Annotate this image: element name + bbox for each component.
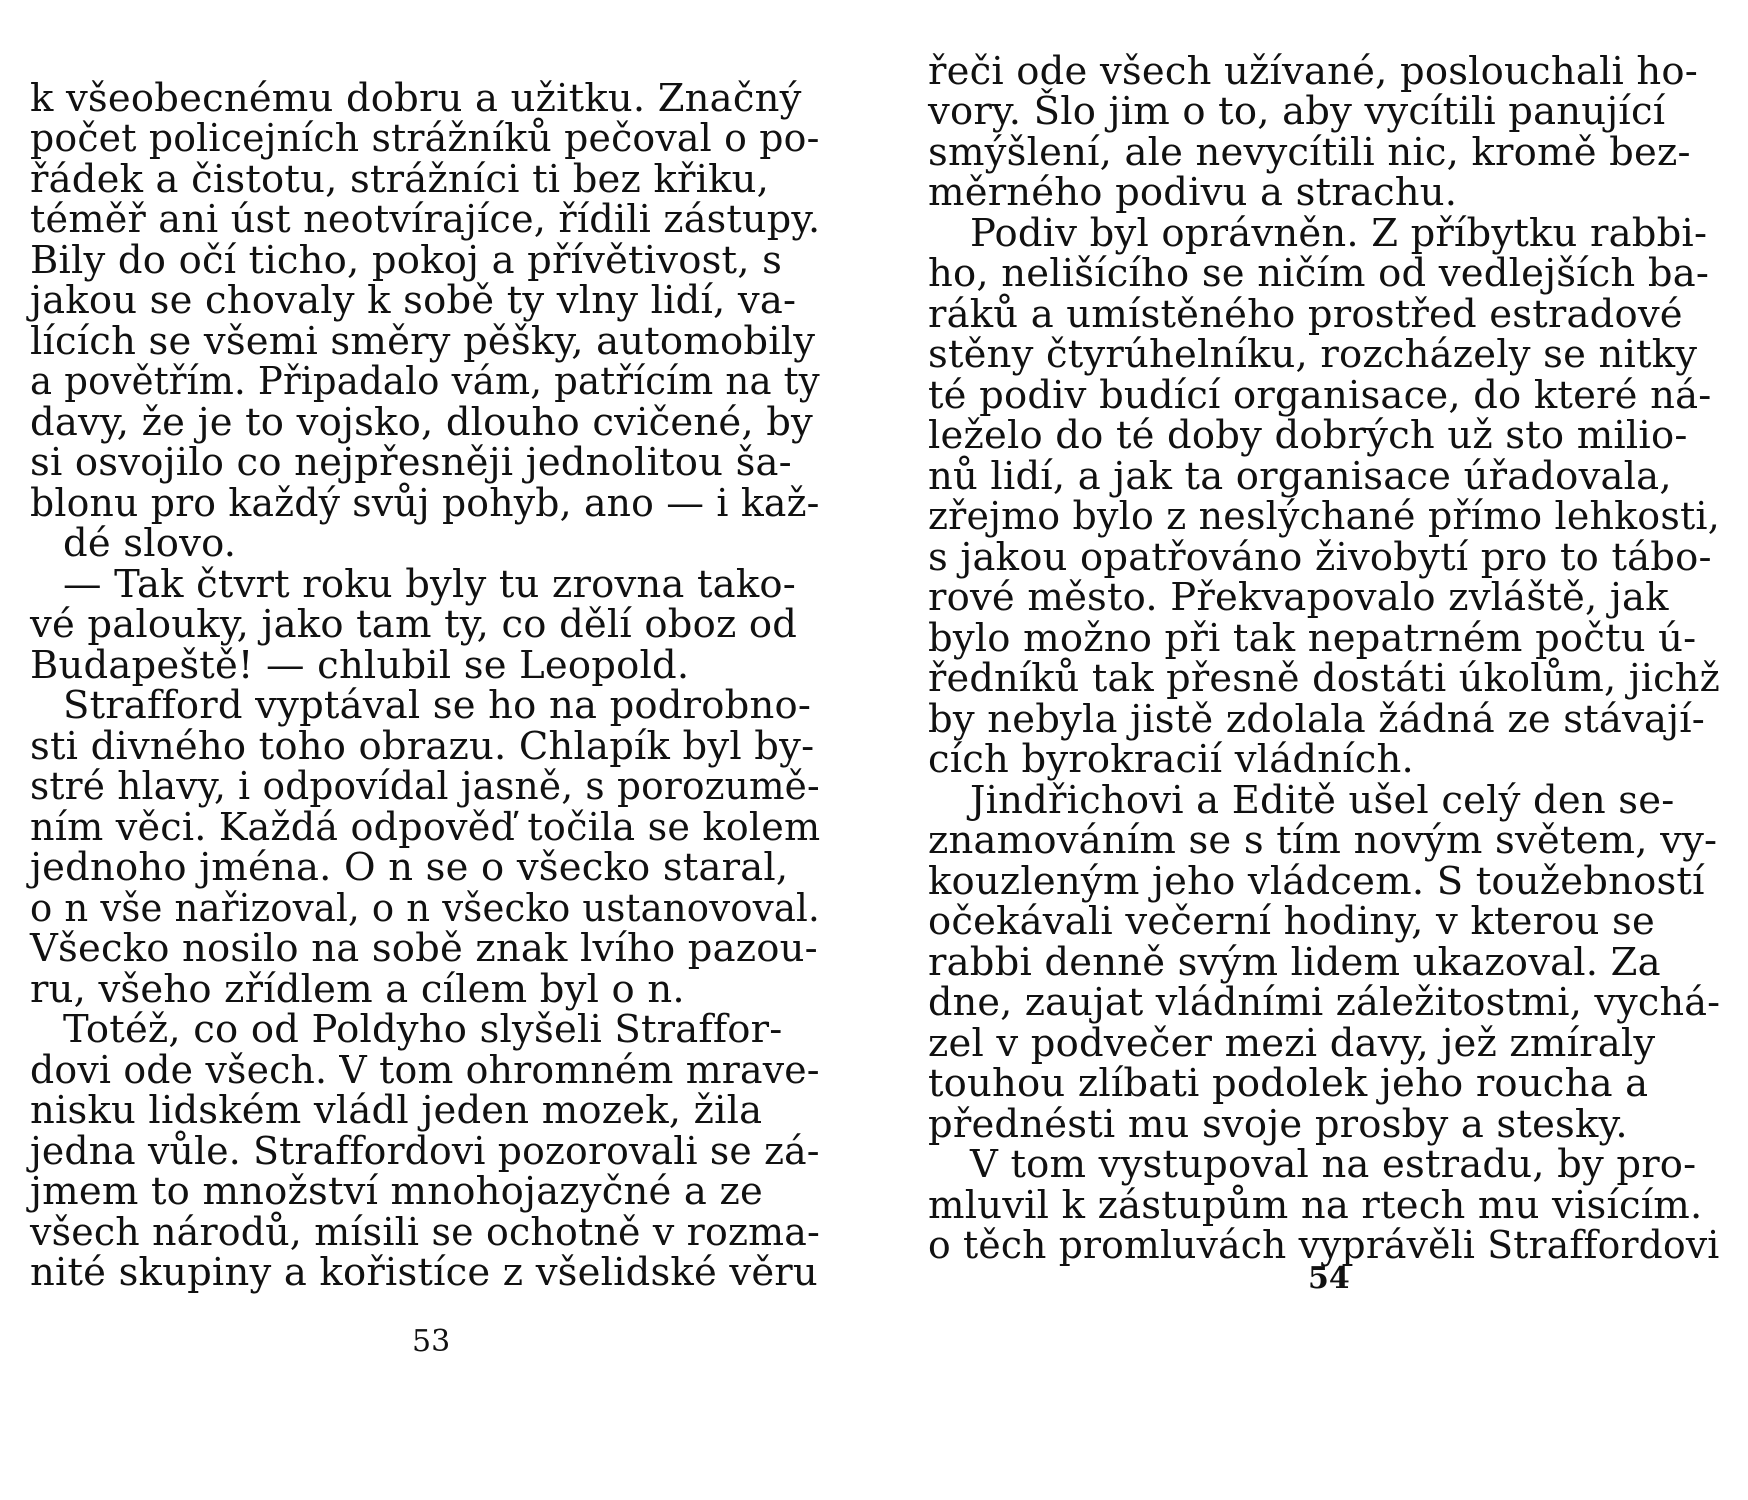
text-line: jmem to množství mnohojazyčné a ze — [30, 1169, 763, 1214]
text-line: zel v podvečer mezi davy, jež zmíraly — [928, 1021, 1656, 1066]
text-line: řádek a čistotu, strážníci ti bez křiku, — [30, 157, 770, 202]
text-line: dne, zaujat vládními záležitostmi, vychá- — [928, 980, 1721, 1025]
text-line: davy, že je to vojsko, dlouho cvičené, by — [30, 400, 813, 445]
text-line: Strafford vyptával se ho na podrobno- — [63, 683, 812, 728]
text-line: přednésti mu svoje prosby a stesky. — [928, 1102, 1628, 1147]
text-line: znamováním se s tím novým světem, vy- — [928, 818, 1718, 863]
text-line: vory. Šlo jim o to, aby vycítili panující — [928, 89, 1666, 134]
text-line: Jindřichovi a Editě ušel celý den se- — [970, 778, 1675, 823]
text-line: ru, všeho zřídlem a cílem byl o n. — [30, 967, 685, 1012]
text-line: měrného podivu a strachu. — [928, 170, 1458, 215]
text-line: očekávali večerní hodiny, v kterou se — [928, 899, 1655, 944]
text-line: zřejmo bylo z neslýchané přímo lehkosti, — [928, 494, 1721, 539]
text-line: Podiv byl oprávněn. Z příbytku rabbi- — [970, 211, 1708, 256]
text-line: s jakou opatřováno živobytí pro to tábo- — [928, 535, 1712, 580]
text-line: rové město. Překvapovalo zvláště, jak — [928, 575, 1669, 620]
text-line: řeči ode všech užívané, poslouchali ho- — [928, 49, 1699, 94]
text-line: leželo do té doby dobrých už sto milio- — [928, 413, 1688, 458]
text-line: ho, nelišícího se ničím od vedlejších ba- — [928, 251, 1710, 296]
text-line: rabbi denně svým lidem ukazoval. Za — [928, 940, 1661, 985]
page-number: 53 — [412, 1324, 451, 1359]
text-line: Všecko nosilo na sobě znak lvího pazou- — [30, 926, 818, 971]
text-line: jednoho jména. O n se o všecko staral, — [30, 845, 789, 890]
text-line: kouzleným jeho vládcem. S toužebností — [928, 859, 1705, 904]
text-line: touhou zlíbati podolek jeho roucha a — [928, 1061, 1649, 1106]
text-line: cích byrokracií vládních. — [928, 737, 1414, 782]
text-line: jakou se chovaly k sobě ty vlny lidí, va- — [30, 278, 797, 323]
text-line: smýšlení, ale nevycítili nic, kromě bez- — [928, 130, 1691, 175]
text-line: si osvojilo co nejpřesněji jednolitou ša- — [30, 440, 792, 485]
text-line: ním věci. Každá odpověď točila se kolem — [30, 805, 821, 850]
text-line: a povětřím. Připadalo vám, patřícím na ty — [30, 359, 820, 404]
text-line: V tom vystupoval na estradu, by pro- — [970, 1142, 1697, 1187]
text-line: dovi ode všech. V tom ohromném mrave- — [30, 1048, 820, 1093]
text-line: lících se všemi směry pěšky, automobily — [30, 319, 816, 364]
text-line: ředníků tak přesně dostáti úkolům, jichž — [928, 656, 1721, 701]
text-line: stěny čtyrúhelníku, rozcházely se nitky — [928, 332, 1698, 377]
text-line: jedna vůle. Straffordovi pozorovali se zá- — [30, 1129, 820, 1174]
text-line: stré hlavy, i odpovídal jasně, s porozumě- — [30, 764, 820, 809]
text-line: — Tak čtvrt roku byly tu zrovna tako- — [63, 562, 796, 607]
text-line: by nebyla jistě zdolala žádná ze stávají- — [928, 697, 1706, 742]
page-number: 54 — [1308, 1261, 1350, 1296]
text-line: dé slovo. — [63, 521, 237, 566]
text-line: mluvil k zástupům na rtech mu visícím. — [928, 1183, 1703, 1228]
text-line: nisku lidském vládl jeden mozek, žila — [30, 1088, 763, 1133]
text-line: bylo možno při tak nepatrném počtu ú- — [928, 616, 1697, 661]
text-line: té podiv budící organisace, do které ná- — [928, 373, 1712, 418]
text-line: téměř ani úst neotvírajíce, řídili zástupy. — [30, 197, 821, 242]
text-line: nů lidí, a jak ta organisace úřadovala, — [928, 454, 1672, 499]
text-line: všech národů, mísili se ochotně v rozma- — [30, 1210, 821, 1255]
text-line: ráků a umístěného prostřed estradové — [928, 292, 1683, 337]
text-line: Bily do očí ticho, pokoj a přívětivost, s — [30, 238, 783, 283]
text-line: blonu pro každý svůj pohyb, ano — i kaž- — [30, 481, 820, 526]
text-line: Totéž, co od Poldyho slyšeli Straffor- — [63, 1007, 783, 1052]
text-line: vé palouky, jako tam ty, co dělí obоz od — [30, 602, 798, 647]
text-line: o těch promluvách vyprávěli Straffordovi — [928, 1223, 1720, 1268]
text-line: Budapeště! — chlubil se Leopold. — [30, 643, 690, 688]
text-line: k všeobecnému dobru a užitku. Značný — [30, 76, 802, 121]
text-line: sti divného toho obrazu. Chlapík byl by- — [30, 724, 815, 769]
text-line: o n vše nařizoval, o n všecko ustanovoval. — [30, 886, 820, 931]
text-line: nité skupiny a kořistíce z všelidské věru — [30, 1250, 818, 1295]
text-line: počet policejních strážníků pečoval o po- — [30, 116, 820, 161]
